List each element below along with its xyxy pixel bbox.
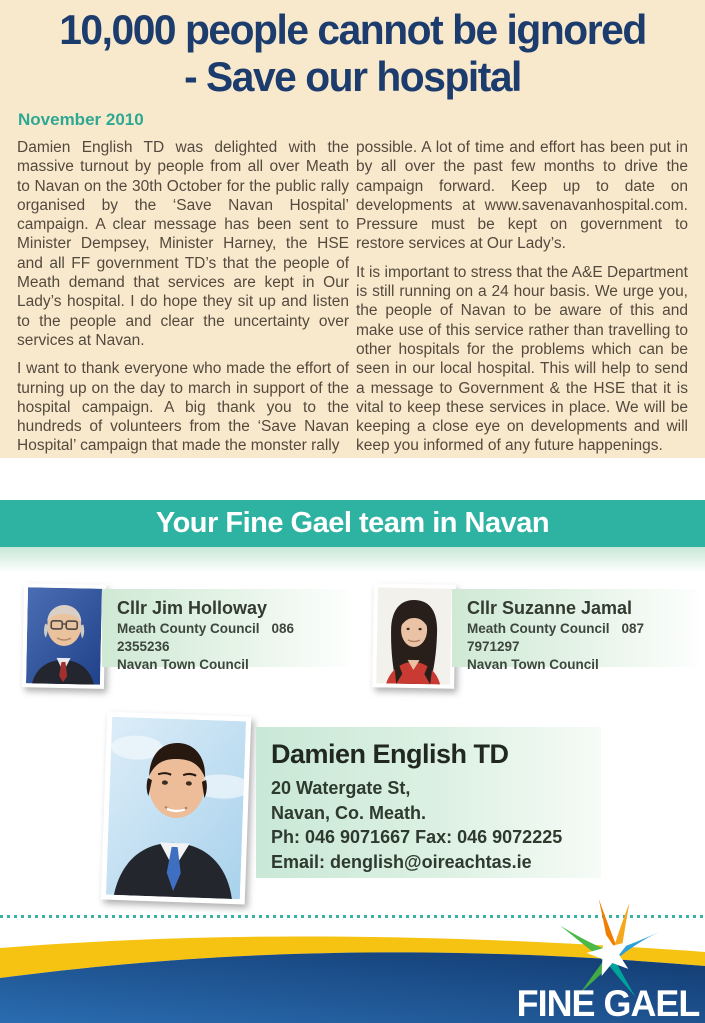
member-phone: 086 2355236 xyxy=(117,621,295,654)
paragraph: It is important to stress that the A&E Department is still running on a 24 hour basis. We urge you, the people of Navan to be aware of this and make use of this service rather than travelling to other hospitals for the problems which can be seen in our local hospital. This will help to send a message to Government & the HSE that it is vital to keep these services in place. We will be keeping a close eye on developments and will keep you informed of any future happenings. xyxy=(356,263,688,455)
td-address-2: Navan, Co. Meath. xyxy=(271,802,427,823)
headline-line-2: - Save our hospital xyxy=(184,53,521,100)
jim-holloway-portrait xyxy=(26,587,102,685)
suzanne-jamal-portrait xyxy=(376,587,452,684)
banner-fade xyxy=(0,547,705,573)
member-phone: 087 7971297 xyxy=(467,621,645,654)
article-column-2 xyxy=(356,138,688,465)
damien-english-photo xyxy=(101,712,251,905)
jim-holloway-card xyxy=(102,589,348,672)
member-council-1: Meath County Council xyxy=(467,621,610,636)
member-name: Cllr Suzanne Jamal xyxy=(467,598,633,618)
paragraph: possible. A lot of time and effort has been put in by all over the past few months to drive the campaign forward. Keep up to date on developments at www.savenavanhospital.com. Pressure must be kept on government to restore services at Our Lady’s. xyxy=(356,139,688,253)
jim-holloway-photo xyxy=(22,583,106,689)
issue-date: November 2010 xyxy=(18,110,144,129)
page-title xyxy=(11,6,695,100)
td-phone-fax: Ph: 046 9071667 Fax: 046 9072225 xyxy=(271,827,563,847)
suzanne-jamal-card xyxy=(452,589,698,672)
member-council-1: Meath County Council xyxy=(117,621,260,636)
suzanne-jamal-photo xyxy=(372,583,456,688)
fine-gael-wordmark: FINE GAEL xyxy=(516,983,699,1023)
member-council-phone xyxy=(117,620,348,656)
member-name: Cllr Jim Holloway xyxy=(117,598,268,618)
td-email: Email: denglish@oireachtas.ie xyxy=(271,851,532,872)
team-banner: Your Fine Gael team in Navan xyxy=(0,500,705,547)
article-column-1 xyxy=(17,138,349,465)
td-name: Damien English TD xyxy=(271,739,509,769)
paragraph: Damien English TD was delighted with the massive turnout by people from all over Meath to Navan on the 30th October for the public rally organised by the ‘Save Navan Hospital’ campaign. A clear message has been sent to Minister Dempsey, Minister Harney, the HSE and all FF government TD’s that the people of Meath demand that services are kept in Our Lady’s hospital. I do hope they sit up and listen to the people and clear the uncertainty over services at Navan. xyxy=(17,139,349,349)
member-council-2: Navan Town Council xyxy=(467,657,599,672)
member-council-2: Navan Town Council xyxy=(117,657,249,672)
headline-line-1: 10,000 people cannot be ignored xyxy=(59,6,646,53)
damien-english-card xyxy=(256,727,601,878)
paragraph: I want to thank everyone who made the effort of turning up on the day to march in support of the hospital campaign. A big thank you to the hundreds of volunteers from the ‘Save Navan Hospital’ campaign that made the monster rally xyxy=(17,360,349,455)
damien-english-portrait xyxy=(106,717,246,900)
member-council-phone xyxy=(467,620,698,656)
td-address-1: 20 Watergate St, xyxy=(271,778,411,798)
